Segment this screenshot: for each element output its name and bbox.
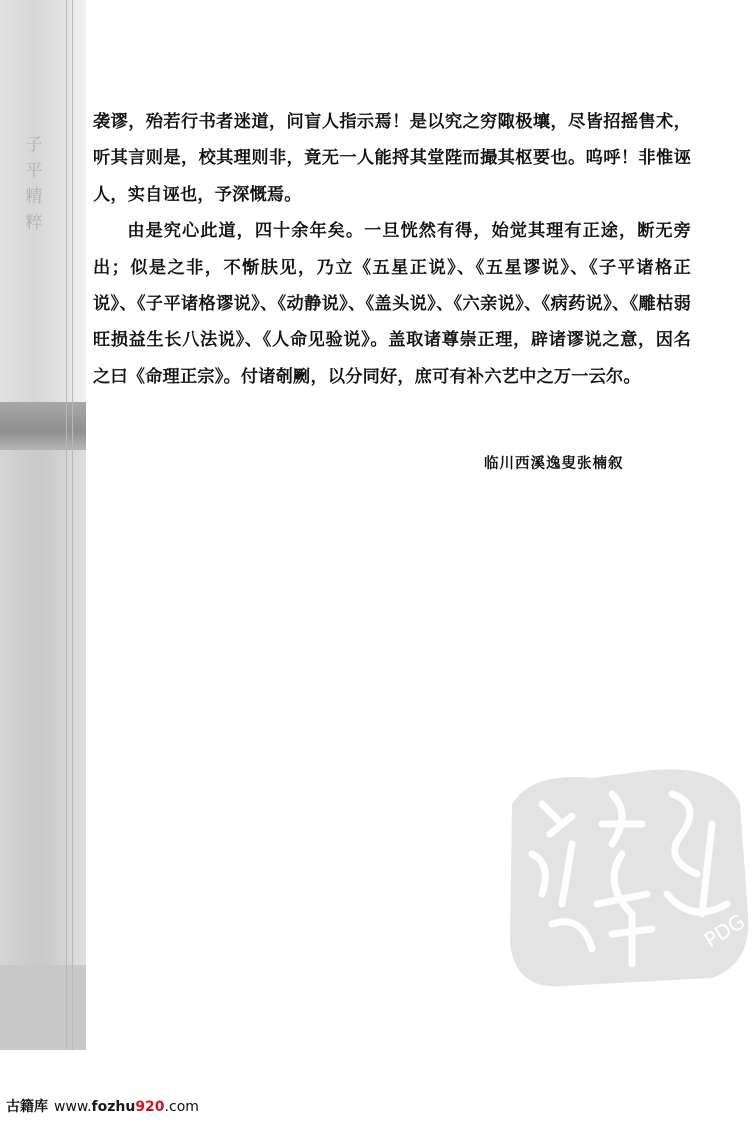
- seal-mark-text: PDG: [699, 909, 750, 953]
- seal-watermark-icon: [502, 764, 756, 994]
- author-signature: 临川西溪逸叟张楠叙: [484, 456, 624, 472]
- spine-dark-band: [0, 402, 86, 450]
- spine-rule-right: [72, 0, 73, 1050]
- footer-brand: 古籍库: [6, 1099, 48, 1115]
- source-footer: [6, 1096, 199, 1116]
- footer-tld: .com: [164, 1099, 199, 1115]
- spine-title-char: 粹: [25, 213, 43, 233]
- book-spine-strip: [0, 0, 86, 1050]
- paragraph-2: 由是究心此道，四十余年矣。一旦恍然有得，始觉其理有正途，断无旁出；似是之非，不惭肤见，乃立《五星正说》、《五星谬说》、《子平诸格正说》、《子平诸格谬说》、《动静说》、《盖头说》、《六亲说》、《病药说》、《雕枯弱旺损益生长八法说》、《人命见验说》。盖取诸尊崇正理，辟诸谬说之意，因名之曰《命理正宗》。付诸剞劂，以分同好，庶可有补六艺中之万一云尔。: [93, 221, 691, 387]
- spine-title-char: 子: [25, 135, 43, 155]
- footer-www: www.: [54, 1099, 92, 1115]
- spine-bottom-block: [0, 965, 86, 1050]
- spine-shadow-band: [0, 450, 86, 990]
- paragraph-1: 袭谬，殆若行书者迷道，问盲人指示焉！是以究之穷陬极壤，尽皆招摇售术，听其言则是，校其理则非，竟无一人能捋其堂陛而撮其枢要也。呜呼！非惟诬人，实自诬也，予深慨焉。: [93, 112, 691, 205]
- footer-host-part2: 920: [135, 1099, 165, 1115]
- spine-running-title: [22, 132, 46, 236]
- spine-rule-left: [66, 0, 67, 1050]
- spine-title-char: 平: [25, 161, 43, 181]
- body-text: [93, 104, 691, 395]
- spine-title-char: 精: [25, 187, 43, 207]
- footer-host-part1: fozhu: [91, 1099, 136, 1115]
